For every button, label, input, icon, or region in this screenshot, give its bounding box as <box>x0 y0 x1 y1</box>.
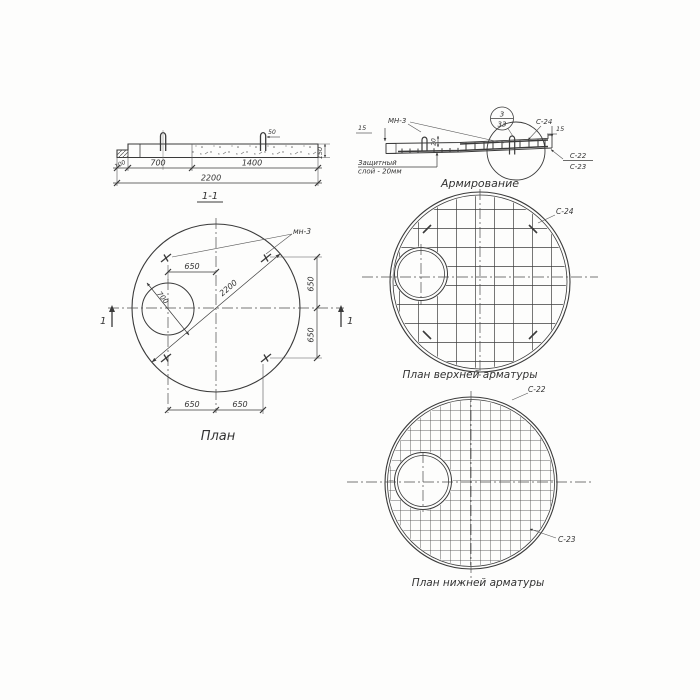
dim-1400: 1400 <box>241 158 263 168</box>
section-1-1 <box>113 129 330 202</box>
section-marker-left-label: 1 <box>100 316 107 327</box>
cover-note-line1: Защитный <box>358 159 397 167</box>
dim-20-value: 20 <box>430 138 438 146</box>
mn3-label: МН-3 <box>388 117 407 125</box>
lower-reinforcement-plan <box>347 385 594 589</box>
reinf-left-block <box>386 144 396 154</box>
dim-650-bottom-left: 650 <box>184 400 200 409</box>
dim-20 <box>431 136 439 147</box>
section-marker-right <box>338 305 353 327</box>
dim-650-bottom-right: 650 <box>232 400 248 409</box>
section-marker-left <box>100 305 115 327</box>
cover-note-line2: слой - 20мм <box>358 167 402 176</box>
cover-layer-note <box>358 153 437 176</box>
dim-loop-height-value: 50 <box>268 129 276 136</box>
dim-650-right-lower: 650 <box>306 327 316 343</box>
c22-label: С-22 <box>569 152 587 160</box>
dim-2200: 2200 <box>200 173 222 183</box>
end-block-hatch <box>128 144 140 158</box>
dim-15-left <box>356 124 385 141</box>
c24-label: С-24 <box>536 118 553 126</box>
reinforcement-section <box>356 107 593 190</box>
detail-callout <box>491 107 514 136</box>
lower-c22-label: С-22 <box>528 385 546 394</box>
detail-number: 3 <box>499 110 505 119</box>
loop-in-detail <box>510 136 515 155</box>
dim-15-right-value: 15 <box>556 125 565 133</box>
plan-title: План <box>200 429 236 444</box>
c24-label-group <box>528 118 552 140</box>
section-title: 1-1 <box>201 191 219 202</box>
plan-mn3-label: мн-3 <box>293 227 312 236</box>
dim-line-1 <box>113 159 322 172</box>
lower-plan-title: План нижней арматуры <box>411 577 545 589</box>
dim-15-left-value: 15 <box>358 124 367 132</box>
detail-sheet: 33 <box>497 120 507 129</box>
dim-line-2 <box>113 174 322 187</box>
lower-c23-group <box>530 529 576 544</box>
dim-650-right-upper: 650 <box>306 276 316 292</box>
plan-mn3-group <box>172 227 311 257</box>
upper-plan-title: План верхней арматуры <box>402 369 538 381</box>
lower-c22-group <box>512 385 546 400</box>
lower-c23-label: С-23 <box>558 535 576 544</box>
dim-650-top <box>165 262 219 280</box>
upper-c24-label: С-24 <box>556 207 574 216</box>
dim-700: 700 <box>150 158 166 168</box>
section-marker-right-label: 1 <box>347 316 354 327</box>
dim-thickness-value: 150 <box>316 146 324 160</box>
edge-step-hatch <box>117 150 128 158</box>
reinf-section-title: Армирование <box>441 177 519 190</box>
concrete-fill <box>192 145 317 157</box>
plan-view <box>100 218 353 444</box>
dim-700-value: 700 <box>155 290 170 306</box>
mn3-label-group <box>388 117 504 143</box>
upper-reinforcement-plan <box>362 189 598 381</box>
dim-650-bottom <box>165 364 266 414</box>
dim-2200-value: 2200 <box>217 278 240 299</box>
c23-label: С-23 <box>569 163 587 171</box>
upper-c24-group <box>538 207 574 223</box>
dim-650-top-value: 650 <box>184 262 200 271</box>
c22-c23-label-group <box>551 150 593 172</box>
dim-650-right <box>270 254 322 361</box>
dim-loop-height <box>267 129 280 137</box>
dim-100: 100 <box>113 158 127 171</box>
loop-mn3 <box>422 137 427 150</box>
centerlines <box>108 218 344 413</box>
